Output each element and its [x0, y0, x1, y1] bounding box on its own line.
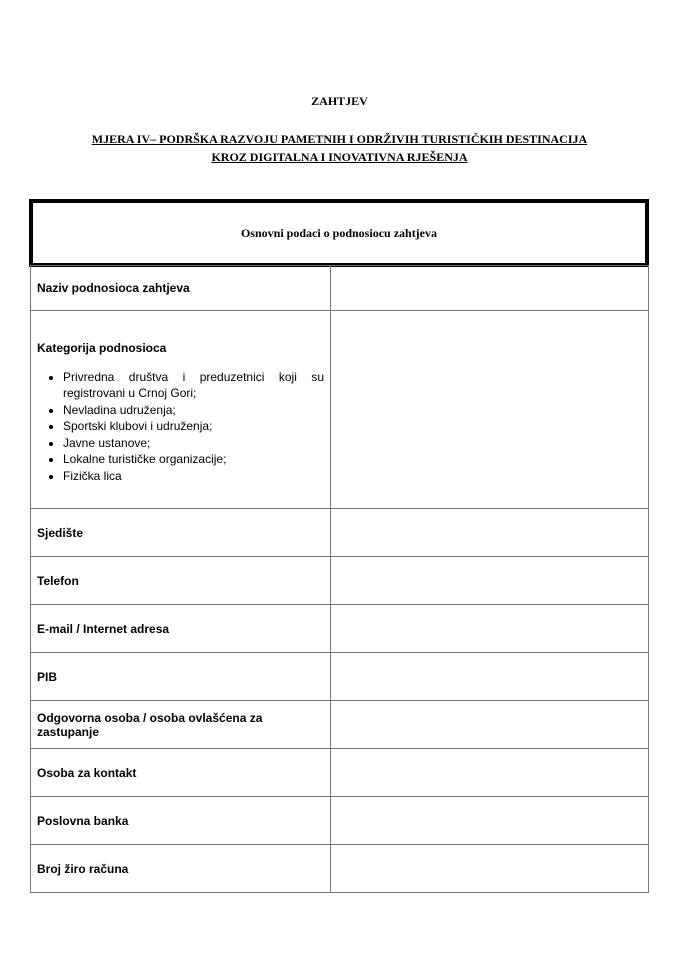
applicant-category-field[interactable] — [331, 311, 649, 509]
table-row — [31, 266, 649, 311]
document-title: ZAHTJEV — [311, 94, 368, 108]
table-row — [31, 845, 649, 893]
section-header-label: Osnovni podaci o podnosiocu zahtjeva — [240, 225, 438, 240]
list-item: • Javne ustanove; — [63, 435, 324, 452]
table-row — [31, 557, 649, 605]
applicant-name-field[interactable] — [331, 266, 649, 311]
table-row — [31, 605, 649, 653]
contact-person-field[interactable] — [331, 749, 649, 797]
subtitle-line-2: KROZ DIGITALNA I INOVATIVNA RJEŠENJA — [211, 150, 468, 164]
headquarters-field[interactable] — [331, 509, 649, 557]
phone-field[interactable] — [331, 557, 649, 605]
table-row — [31, 311, 649, 509]
subtitle-line-1: MJERA IV– PODRŠKA RAZVOJU PAMETNIH I ODRŽIVIH TURISTIČKIH DESTINACIJA — [91, 132, 588, 146]
table-row — [31, 653, 649, 701]
bank-field[interactable] — [331, 797, 649, 845]
category-cell — [31, 311, 331, 509]
row-label: Poslovna banka — [31, 797, 331, 845]
table-row — [31, 701, 649, 749]
row-label: Kategorija podnosioca — [37, 340, 167, 355]
tax-id-field[interactable] — [331, 653, 649, 701]
category-list — [37, 369, 324, 485]
row-label: Broj žiro računa — [31, 845, 331, 893]
row-label: Naziv podnosioca zahtjeva — [31, 266, 331, 311]
table-row — [31, 749, 649, 797]
table-row — [31, 797, 649, 845]
row-label: E-mail / Internet adresa — [31, 605, 331, 653]
list-item: • Fizička lica — [63, 468, 324, 485]
row-label: Sjedište — [31, 509, 331, 557]
account-number-field[interactable] — [331, 845, 649, 893]
row-label: Telefon — [31, 557, 331, 605]
list-item: • Sportski klubovi i udruženja; — [63, 418, 324, 435]
list-item: • Nevladina udruženja; — [63, 402, 324, 419]
row-label: PIB — [31, 653, 331, 701]
row-label: Osoba za kontakt — [31, 749, 331, 797]
list-item: • Privredna društva i preduzetnici koji su registrovani u Crnoj Gori; — [63, 369, 324, 402]
applicant-form-table — [30, 265, 649, 893]
list-item: • Lokalne turističke organizacije; — [63, 451, 324, 468]
responsible-person-field[interactable] — [331, 701, 649, 749]
email-field[interactable] — [331, 605, 649, 653]
section-header — [29, 199, 649, 267]
document-subtitle — [40, 130, 639, 166]
row-label: Odgovorna osoba / osoba ovlašćena za zastupanje — [31, 701, 331, 749]
table-row — [31, 509, 649, 557]
